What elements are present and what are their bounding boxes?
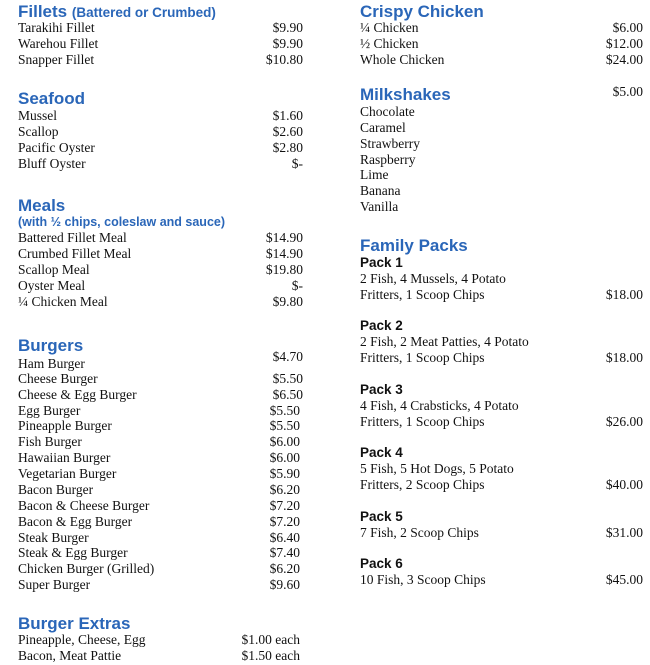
item-price: $24.00 [605,52,643,67]
fillets-title: Fillets [18,2,68,21]
item-price: $9.60 [269,577,300,592]
pack-title: Pack 4 [360,445,403,460]
item-name: Scallop Meal [18,262,90,277]
meals-subtitle: (with ½ chips, coleslaw and sauce) [18,215,226,229]
section-title-burger-extras: Burger Extras [18,614,131,633]
item-name: Vegetarian Burger [18,466,117,481]
item-name: Fish Burger [18,434,82,449]
fillets-title-note: (Battered or Crumbed) [71,5,216,20]
item-price: $6.20 [269,561,300,576]
item-name: Snapper Fillet [18,52,95,67]
item-name: Bacon & Cheese Burger [18,498,150,513]
item-price: $1.00 each [241,632,300,647]
menu-item [18,434,303,450]
section-title-crispy-chicken: Crispy Chicken [360,2,484,21]
menu-item [18,632,303,648]
milkshake-flavour: Vanilla [360,199,399,214]
item-price: $19.80 [265,262,303,277]
item-name: ¼ Chicken Meal [18,294,108,309]
item-price: $6.20 [269,482,300,497]
item-name: Mussel [18,108,58,123]
menu-item [360,20,643,36]
menu-item [18,20,303,36]
milkshake-flavour: Banana [360,183,401,198]
pack-description: Fritters, 1 Scoop Chips [360,287,485,302]
item-name: Bluff Oyster [18,156,86,171]
menu-item [18,246,303,262]
item-name: Pacific Oyster [18,140,95,155]
menu-item [18,140,303,156]
pack-title: Pack 1 [360,255,403,270]
menu-item [18,514,303,530]
item-name: ¼ Chicken [360,20,419,35]
item-price: $5.50 [269,403,300,418]
menu-item [18,124,303,140]
item-price: $6.40 [269,530,300,545]
milkshake-flavour: Chocolate [360,104,415,119]
menu-item [18,349,303,371]
menu-item [18,482,303,498]
item-price: $5.50 [269,418,300,433]
pack-description: 4 Fish, 4 Crabsticks, 4 Potato [360,398,519,413]
item-name: Pineapple, Cheese, Egg [18,632,146,647]
milkshake-flavour: Caramel [360,120,406,135]
pack-description: 5 Fish, 5 Hot Dogs, 5 Potato [360,461,514,476]
item-price: $7.40 [269,545,300,560]
menu-item [18,262,303,278]
item-name: Hawaiian Burger [18,450,111,465]
menu-item [18,403,303,419]
item-price: $7.20 [269,514,300,529]
item-price: $9.80 [272,294,303,309]
section-title-milkshakes: Milkshakes [360,85,451,104]
item-name: Super Burger [18,577,91,592]
menu-item [18,450,303,466]
section-title-family-packs: Family Packs [360,236,468,255]
item-name: Tarakihi Fillet [18,20,95,35]
pack-price: $45.00 [605,572,643,587]
menu-item [18,387,303,403]
menu-item [18,52,303,68]
pack-price: $18.00 [605,287,643,302]
item-name: Pineapple Burger [18,418,112,433]
item-price: $- [291,278,303,293]
pack-description: Fritters, 1 Scoop Chips [360,414,485,429]
item-price: $1.50 each [241,648,300,663]
item-price: $7.20 [269,498,300,513]
item-name: Steak & Egg Burger [18,545,128,560]
item-price: $- [291,156,303,171]
menu-item [18,294,303,310]
milkshake-flavour: Lime [360,167,389,182]
menu-item [360,52,643,68]
item-name: Warehou Fillet [18,36,99,51]
item-price: $6.00 [269,450,300,465]
item-price: $9.90 [272,36,303,51]
milkshake-flavour: Raspberry [360,152,416,167]
menu-item [18,561,303,577]
pack-title: Pack 2 [360,318,403,333]
item-price: $14.90 [265,230,303,245]
pack-price: $31.00 [605,525,643,540]
item-name: Bacon & Egg Burger [18,514,133,529]
item-price: $4.70 [272,349,303,364]
menu-item [18,577,303,593]
item-name: Cheese Burger [18,371,98,386]
item-name: Battered Fillet Meal [18,230,127,245]
item-name: Oyster Meal [18,278,86,293]
menu-item [18,498,303,514]
item-name: ½ Chicken [360,36,419,51]
menu-item [18,230,303,246]
item-price: $2.60 [272,124,303,139]
menu-item [18,648,303,664]
milkshake-flavour: Strawberry [360,136,420,151]
item-price: $14.90 [265,246,303,261]
item-name: Steak Burger [18,530,89,545]
item-name: Whole Chicken [360,52,445,67]
pack-description: 7 Fish, 2 Scoop Chips [360,525,479,540]
item-price: $12.00 [605,36,643,51]
item-price: $5.90 [269,466,300,481]
pack-title: Pack 6 [360,556,403,571]
item-price: $6.50 [272,387,303,402]
pack-description: Fritters, 2 Scoop Chips [360,477,485,492]
pack-description: 10 Fish, 3 Scoop Chips [360,572,486,587]
item-price: $2.80 [272,140,303,155]
item-price: $6.00 [612,20,643,35]
pack-price: $26.00 [605,414,643,429]
item-price: $10.80 [265,52,303,67]
menu-item [18,108,303,124]
pack-description: 2 Fish, 2 Meat Patties, 4 Potato [360,334,529,349]
item-name: Ham Burger [18,356,85,371]
item-name: Bacon Burger [18,482,94,497]
menu-item [18,418,303,434]
menu-item [360,36,643,52]
item-name: Egg Burger [18,403,81,418]
item-name: Chicken Burger (Grilled) [18,561,155,576]
menu-item [18,156,303,172]
menu-item [18,530,303,546]
section-title-burgers: Burgers [18,336,84,355]
menu-item [18,545,303,561]
menu-item [18,466,303,482]
pack-description: 2 Fish, 4 Mussels, 4 Potato [360,271,506,286]
section-title-seafood: Seafood [18,89,86,108]
item-name: Crumbed Fillet Meal [18,246,132,261]
pack-title: Pack 3 [360,382,403,397]
menu-item [18,278,303,294]
item-price: $1.60 [272,108,303,123]
item-price: $9.90 [272,20,303,35]
item-name: Cheese & Egg Burger [18,387,137,402]
pack-price: $40.00 [605,477,643,492]
menu-item [18,371,303,387]
item-name: Scallop [18,124,59,139]
pack-description: Fritters, 1 Scoop Chips [360,350,485,365]
item-price: $6.00 [269,434,300,449]
item-name: Bacon, Meat Pattie [18,648,122,663]
menu-item [18,36,303,52]
milkshakes-price: $5.00 [612,84,643,99]
item-price: $5.50 [272,371,303,386]
pack-price: $18.00 [605,350,643,365]
pack-title: Pack 5 [360,509,403,524]
section-title-meals: Meals [18,196,66,215]
